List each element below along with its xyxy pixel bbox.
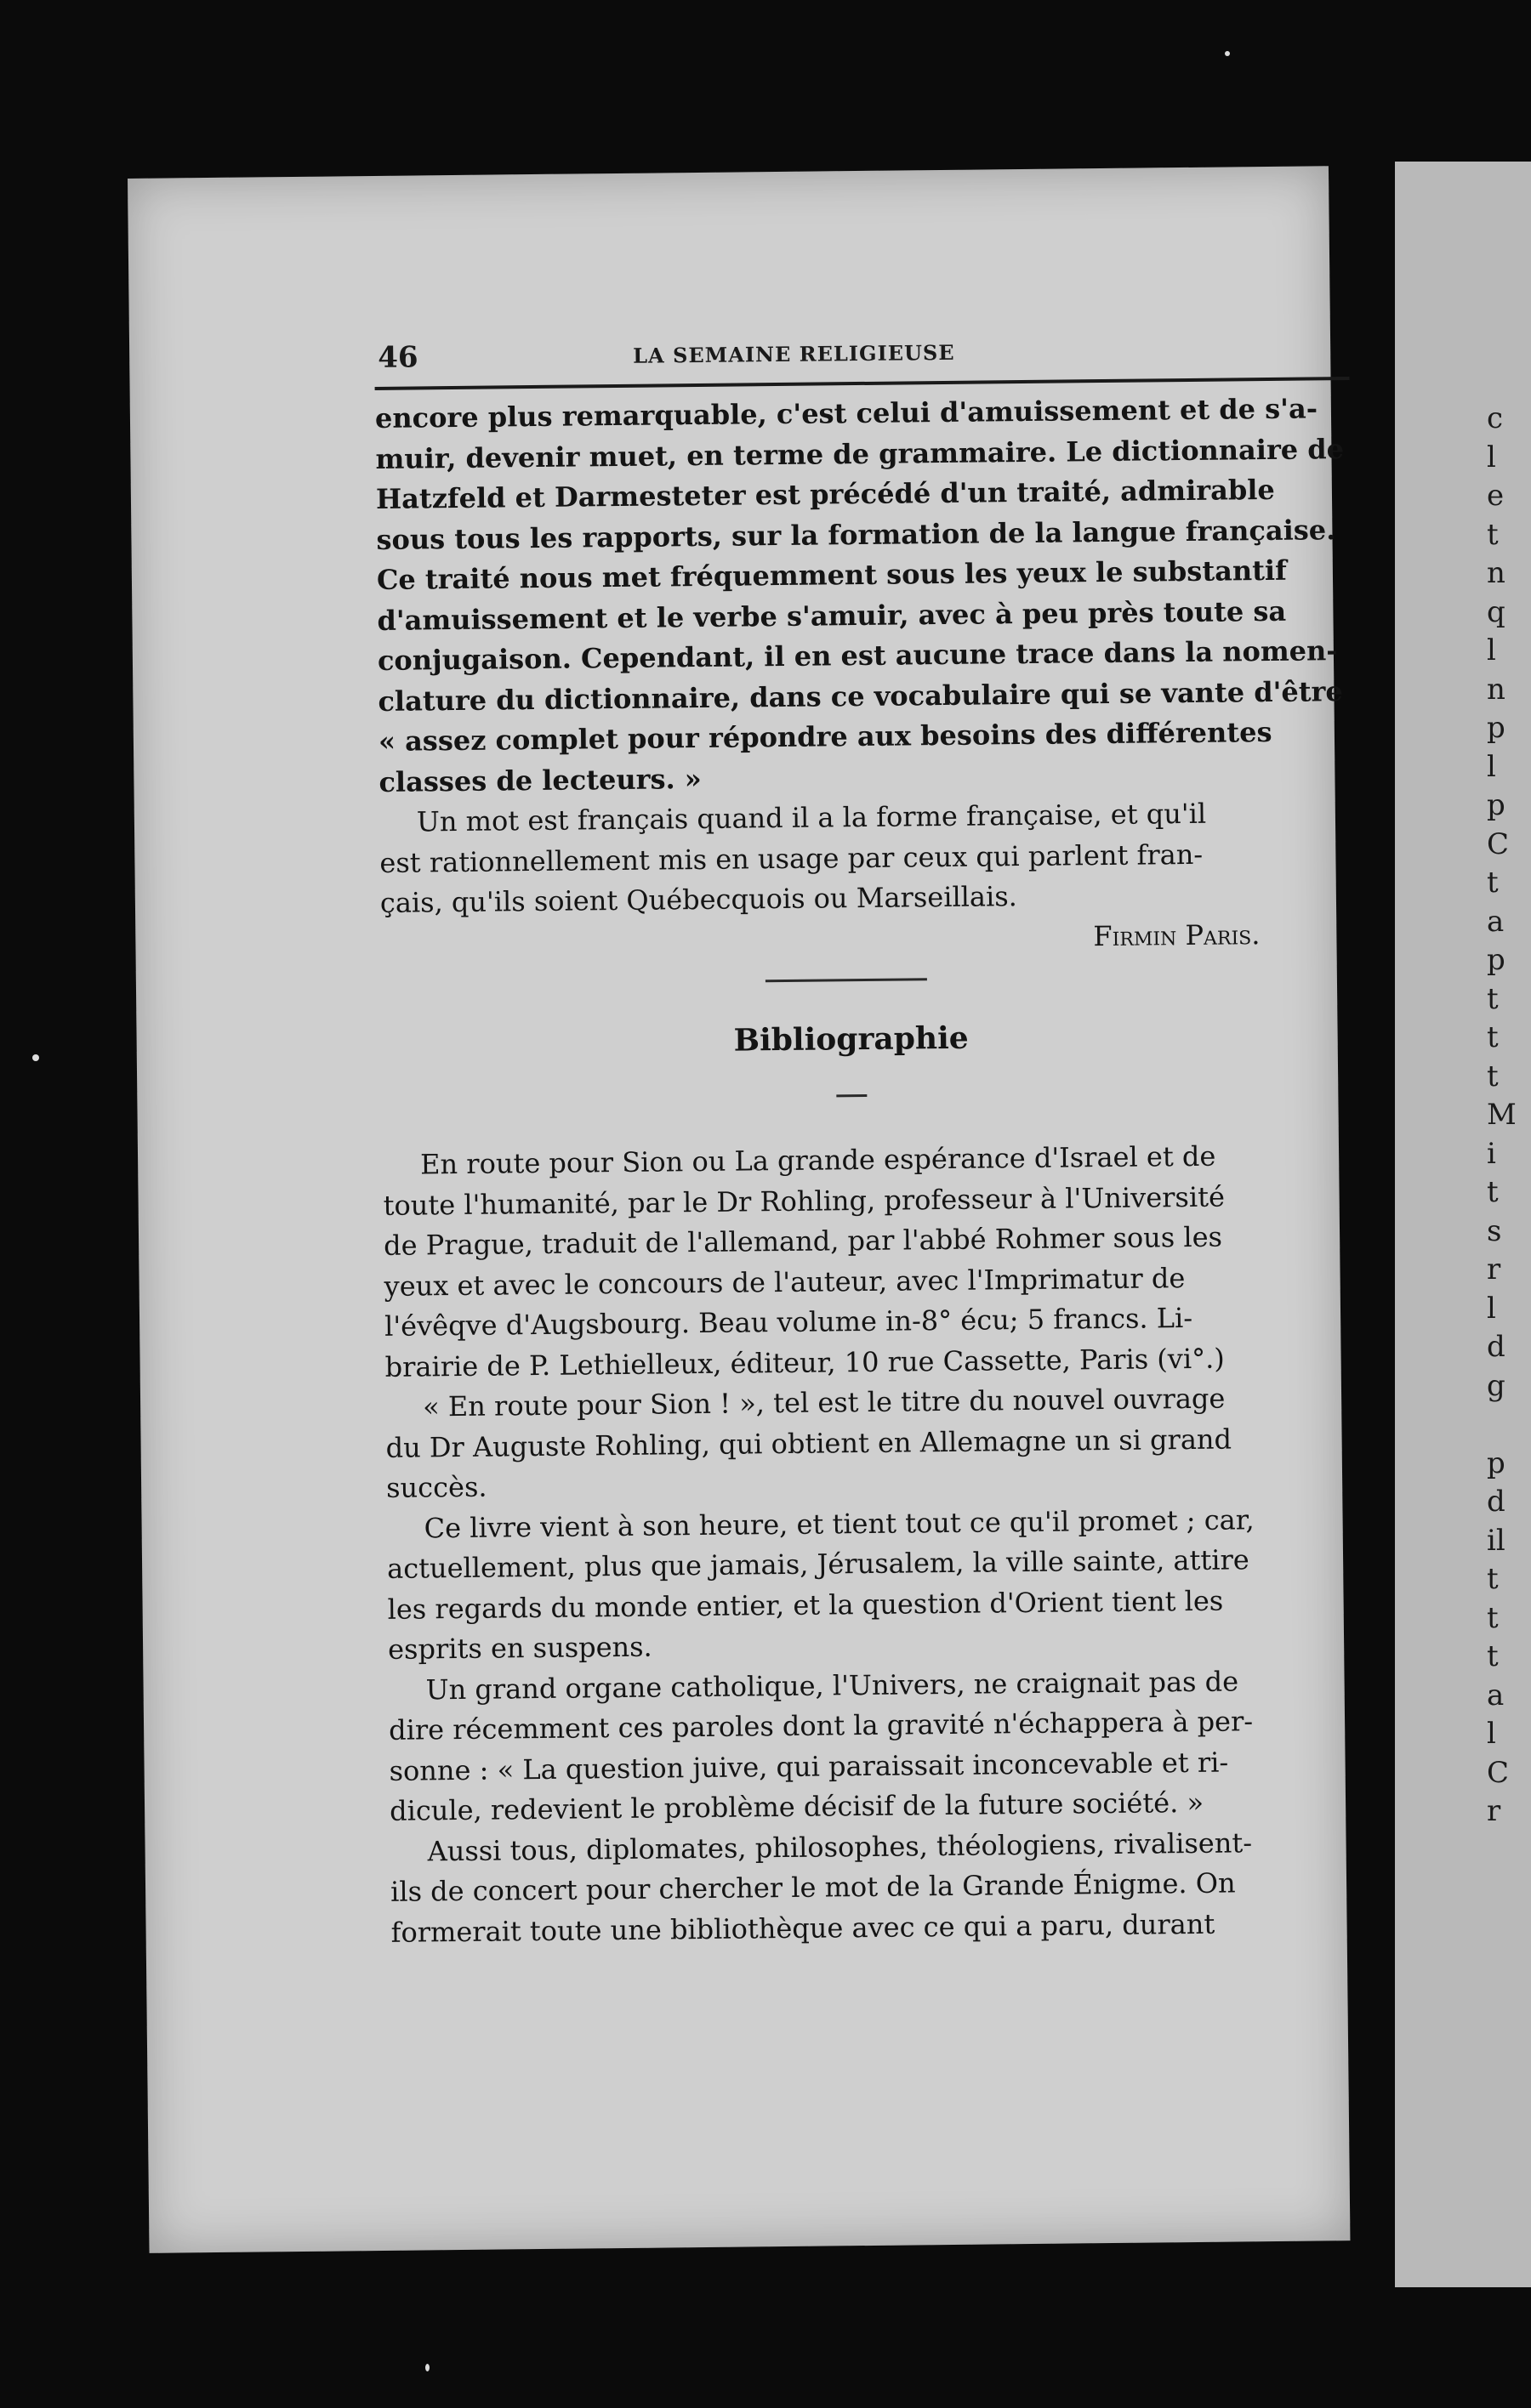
edge-letter: e xyxy=(1487,479,1505,513)
edge-letter: p xyxy=(1487,788,1505,822)
text-line: actuellement, plus que jamais, Jérusalem, la ville sainte, attire xyxy=(386,1543,1249,1585)
scanned-page xyxy=(128,166,1350,2253)
edge-letter: l xyxy=(1487,1717,1496,1751)
text-line: toute l'humanité, par le Dr Rohling, professeur à l'Université xyxy=(383,1180,1226,1222)
edge-letter: g xyxy=(1487,1368,1505,1403)
article-end-paragraph xyxy=(375,389,1352,803)
text-line: Hatzfeld et Darmesteter est précédé d'un traité, admirable xyxy=(375,473,1275,515)
text-line: sous tous les rapports, sur la formation de la langue française. xyxy=(376,513,1336,556)
text-line: dire récemment ces paroles dont la gravité n'échappera à per- xyxy=(388,1705,1254,1746)
edge-letter: c xyxy=(1487,401,1504,435)
edge-letter: i xyxy=(1487,1136,1496,1171)
facing-page-edge-text xyxy=(1487,400,1521,1832)
edge-letter: t xyxy=(1487,1020,1499,1054)
text-line: Ce traité nous met fréquemment sous les yeux le substantif xyxy=(376,554,1288,596)
edge-letter: r xyxy=(1487,1252,1501,1286)
edge-letter: C xyxy=(1487,1755,1510,1790)
text-line: brairie de P. Lethielleux, éditeur, 10 rue Cassette, Paris (vi°.) xyxy=(384,1342,1225,1383)
text-line: esprits en suspens. xyxy=(387,1630,652,1666)
edge-letter: t xyxy=(1487,517,1499,552)
text-line: ils de concert pour chercher le mot de la Grande Énigme. On xyxy=(390,1866,1236,1908)
edge-letter: n xyxy=(1487,672,1505,707)
edge-letter: l xyxy=(1487,440,1496,474)
edge-letter: a xyxy=(1487,1678,1505,1712)
edge-letter: t xyxy=(1487,1562,1499,1596)
edge-letter: p xyxy=(1487,711,1505,745)
edge-letter: n xyxy=(1487,556,1505,590)
section-separator xyxy=(766,978,927,982)
text-line: « En route pour Sion ! », tel est le titre du nouvel ouvrage xyxy=(422,1382,1226,1423)
edge-letter: l xyxy=(1487,749,1496,784)
text-line: dicule, redevient le problème décisif de la future société. » xyxy=(389,1786,1204,1827)
text-line: sonne : « La question juive, qui paraissait inconcevable et ri- xyxy=(389,1746,1229,1787)
edge-letter: d xyxy=(1487,1330,1505,1364)
edge-letter: M xyxy=(1487,1098,1517,1132)
edge-letter: t xyxy=(1487,1600,1499,1635)
bibliography-entry xyxy=(383,1135,1364,1953)
text-line: En route pour Sion ou La grande espérance d'Israel et de xyxy=(419,1139,1216,1181)
text-line: clature du dictionnaire, dans ce vocabulaire qui se vante d'être xyxy=(378,674,1343,718)
text-line: succès. xyxy=(385,1470,487,1504)
text-line: yeux et avec le concours de l'auteur, avec l'Imprimatur de xyxy=(384,1261,1186,1303)
edge-letter: t xyxy=(1487,981,1499,1016)
dust-speck xyxy=(1225,51,1230,56)
conclusion-paragraph xyxy=(379,792,1354,964)
edge-letter: t xyxy=(1487,1639,1499,1673)
text-line: du Dr Auguste Rohling, qui obtient en Allemagne un si grand xyxy=(385,1422,1232,1464)
text-line: les regards du monde entier, et la question d'Orient tient les xyxy=(387,1584,1224,1626)
author-signature: Firmin Paris. xyxy=(1093,917,1261,952)
text-line: classes de lecteurs. » xyxy=(378,762,702,798)
edge-letter: C xyxy=(1487,826,1510,861)
text-line: muir, devenir muet, en terme de grammaire. Le dictionnaire de xyxy=(375,432,1345,475)
running-head: LA SEMAINE RELIGIEUSE xyxy=(633,339,955,368)
edge-letter: t xyxy=(1487,1059,1499,1093)
section-title: Bibliographie xyxy=(733,1019,969,1059)
title-dash xyxy=(836,1094,867,1097)
text-line: de Prague, traduit de l'allemand, par l'abbé Rohmer sous les xyxy=(383,1220,1223,1262)
edge-letter: r xyxy=(1487,1794,1501,1828)
text-line: encore plus remarquable, c'est celui d'amuissement et de s'a- xyxy=(374,392,1318,434)
edge-letter: a xyxy=(1487,904,1505,939)
dust-speck xyxy=(32,1054,39,1061)
page-number: 46 xyxy=(378,340,418,375)
edge-letter: l xyxy=(1487,1291,1496,1326)
edge-letter: p xyxy=(1487,943,1505,977)
text-line: çais, qu'ils soient Québecquois ou Marseillais. xyxy=(379,880,1018,919)
text-line: Aussi tous, diplomates, philosophes, théologiens, rivalisent- xyxy=(427,1826,1253,1867)
text-line: conjugaison. Cependant, il en est aucune trace dans la nomen- xyxy=(377,634,1338,677)
text-line: d'amuissement et le verbe s'amuir, avec à peu près toute sa xyxy=(377,594,1287,637)
text-line: Ce livre vient à son heure, et tient tout ce qu'il promet ; car, xyxy=(424,1502,1255,1544)
page-header xyxy=(378,326,1348,383)
edge-letter: t xyxy=(1487,866,1499,900)
edge-letter: p xyxy=(1487,1445,1505,1480)
text-line: formerait toute une bibliothèque avec ce qui a paru, durant xyxy=(390,1907,1215,1949)
edge-letter: s xyxy=(1487,1213,1502,1248)
edge-letter: t xyxy=(1487,1175,1499,1209)
edge-letter: il xyxy=(1487,1523,1505,1558)
edge-letter: d xyxy=(1487,1485,1505,1519)
text-line: est rationnellement mis en usage par ceux qui parlent fran- xyxy=(379,838,1204,879)
edge-letter: q xyxy=(1487,594,1505,629)
text-line: « assez complet pour répondre aux besoins des différentes xyxy=(378,715,1272,758)
edge-letter xyxy=(1487,1406,1521,1445)
text-line: Un mot est français quand il a la forme française, et qu'il xyxy=(416,797,1207,838)
text-line: Un grand organe catholique, l'Univers, ne craignait pas de xyxy=(425,1664,1239,1706)
dust-speck xyxy=(425,2364,430,2371)
text-line: l'évêqve d'Augsbourg. Beau volume in-8° écu; 5 francs. Li- xyxy=(384,1301,1193,1343)
edge-letter: l xyxy=(1487,633,1496,667)
